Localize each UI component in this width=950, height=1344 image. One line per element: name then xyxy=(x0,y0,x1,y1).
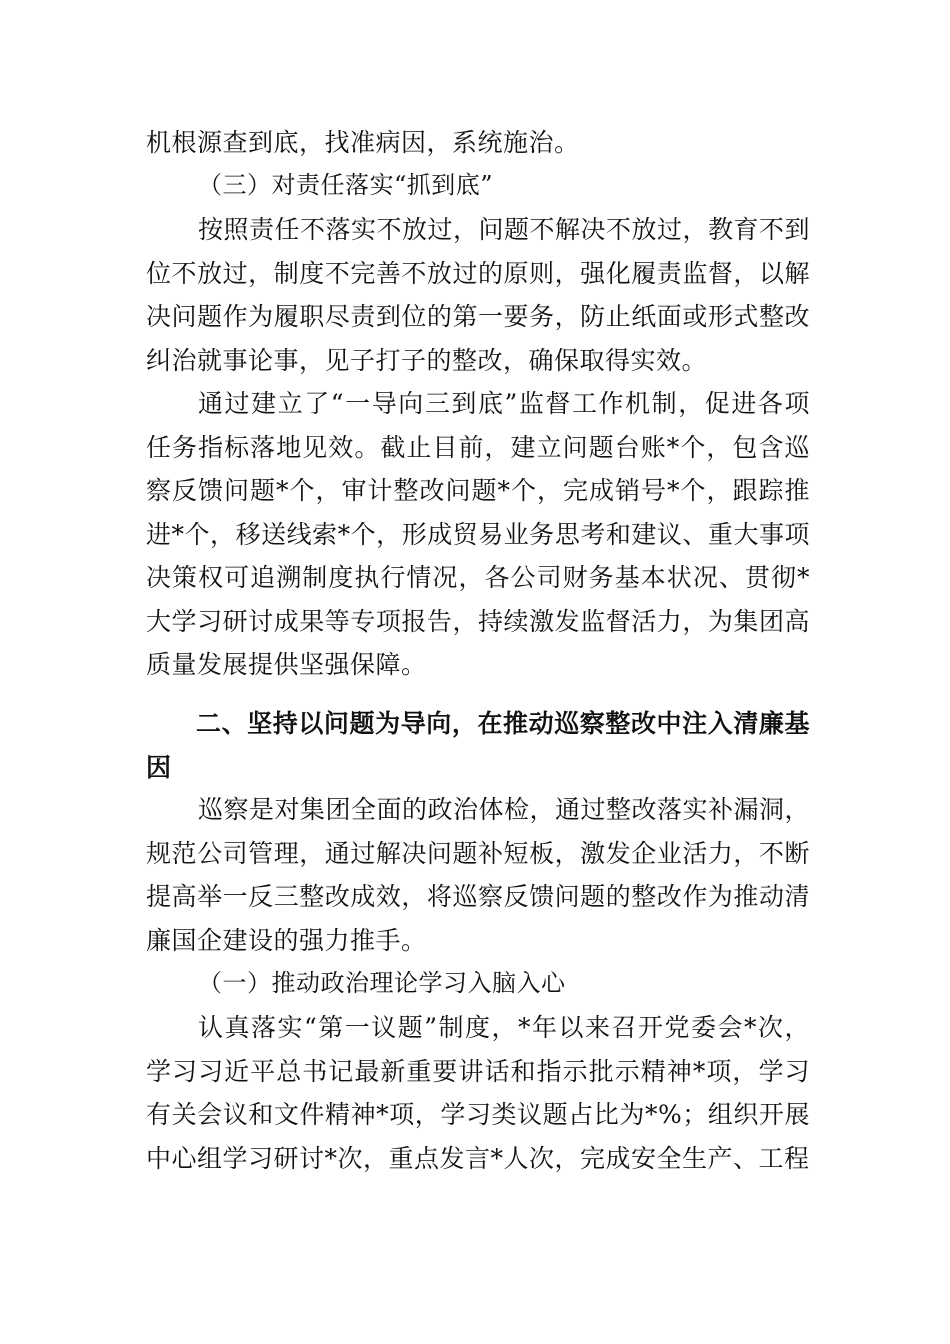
section-heading-2: 二、坚持以问题为导向，在推动巡察整改中注入清廉基因 xyxy=(146,709,810,782)
paragraph-study: 认真落实“第一议题”制度，*年以来召开党委会*次，学习习近平总书记最新重要讲话和指示批示精神*项，学习有关会议和文件精神*项，学习类议题占比为*%；组织开展中心组学习研讨*次，重点发言*人次，完成安全生产、工程 xyxy=(146,1013,810,1173)
subheading-responsibility: （三）对责任落实“抓到底” xyxy=(198,171,494,199)
paragraph-inspection: 巡察是对集团全面的政治体检，通过整改落实补漏洞，规范公司管理，通过解决问题补短板，激发企业活力，不断提高举一反三整改成效，将巡察反馈问题的整改作为推动清廉国企建设的强力推手。 xyxy=(146,795,811,955)
subheading-political-study: （一）推动政治理论学习入脑入心 xyxy=(198,969,566,997)
paragraph-continuation: 机根源查到底，找准病因，系统施治。 xyxy=(146,128,580,157)
paragraph-responsibility: 按照责任不落实不放过，问题不解决不放过，教育不到位不放过，制度不完善不放过的原则，强化履责监督，以解决问题作为履职尽责到位的第一要务，防止纸面或形式整改纠治就事论事，见子打子的整改，确保取得实效。 xyxy=(146,215,811,375)
paragraph-mechanism: 通过建立了“一导向三到底”监督工作机制，促进各项任务指标落地见效。截止目前，建立问题台账*个，包含巡察反馈问题*个，审计整改问题*个，完成销号*个，跟踪推进*个，移送线索*个，形成贸易业务思考和建议、重大事项决策权可追溯制度执行情况，各公司财务基本状况、贯彻*大学习研讨成果等专项报告，持续激发监督活力，为集团高质量发展提供坚强保障。 xyxy=(146,389,810,679)
